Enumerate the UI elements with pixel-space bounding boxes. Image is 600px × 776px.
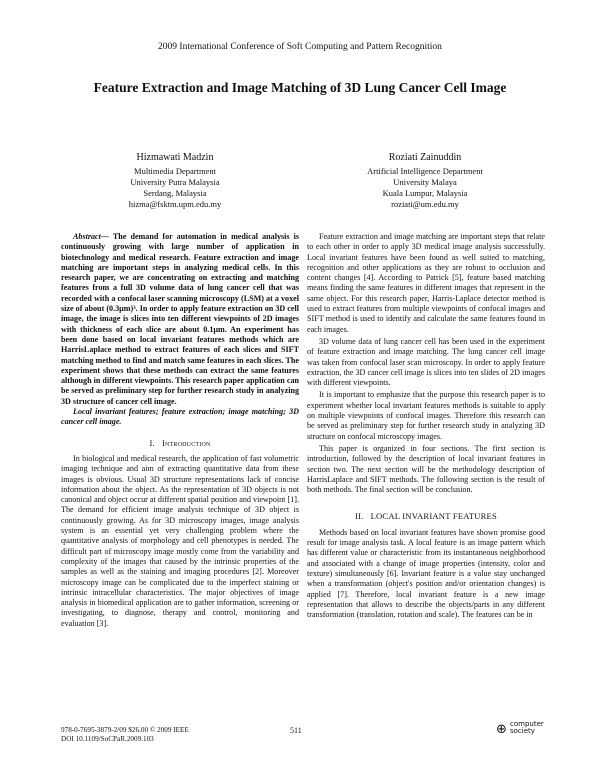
logo-mark-icon: ⊕: [496, 722, 507, 737]
logo-text: computer society: [510, 720, 544, 735]
section-heading-local-invariant-features: [307, 511, 545, 521]
abstract: [61, 232, 299, 407]
author-block-1: [60, 152, 290, 210]
author-dept: Multimedia Department: [134, 166, 216, 176]
intro-paragraph: In biological and medical research, the application of fast volumetric imaging technique and aim of extracting quantitative data from these images is obvious. Usual 3D structure representations lack of concise information about the object. As the representation of 3D objects is not canonical and object occur at different spatial position and viewpoint [1]. The demand for efficient image analysis technique of 3D object is continuously growing. As for 3D microscopy images, image analysis system is an essential yet very challenging problem where the quantitative analysis of morphology and cell phenotypes is needed. The difficult part of microscopy image mostly come from the variability and complexity of the images that caused by the intrinsic properties of the samples as well as the staining and imaging procedures [2]. Moreover microscopy image can be complicated due to the imperfect staining or intrinsic intracellular characteristics. The major objectives of image analysis in biomedical application are to gather information, screening or investigating, to diagnose, therapy and control, monitoring and evaluation [3].: [61, 453, 299, 628]
body-paragraph: This paper is organized in four sections. The first section is introduction, followed by the description of local invariant features in section two. The next section will be the methodology description of HarrisLaplace and SIFT methods. The following section is the result of both methods. The final section will be conclusion.: [307, 443, 545, 495]
author-email: roziati@um.edu.my: [391, 199, 459, 209]
author-name: Hizmawati Madzin: [136, 152, 214, 163]
footer-copyright: [61, 726, 189, 744]
section-number: II.: [355, 511, 364, 522]
author-dept: Artificial Intelligence Department: [367, 166, 483, 176]
section-heading-introduction: [61, 438, 299, 448]
footer-doi: DOI 10.1109/SoCPaR.2009.103: [61, 735, 154, 743]
paper-title: Feature Extraction and Image Matching of 3D Lung Cancer Cell Image: [93, 80, 507, 95]
body-paragraph: Methods based on local invariant features have shown promise good result for image analysis task. A local feature is an image pattern which has different value or characteristic from its instantaneous neighborhood and associated with a change of image properties (intensity, color and texture) simultaneously [6]. Invariant feature is a value stay unchanged when a transformation (object's position and/or orientation changes) is applied [7]. Therefore, local invariant feature is a new image representation that allows to describe the objects/parts in any different transformation (translation, rotation and scale). The features can be in: [307, 527, 545, 620]
author-org: University Malaya: [393, 177, 457, 187]
page-number: 511: [290, 726, 302, 735]
right-column: [307, 232, 545, 620]
author-city: Serdang, Malaysia: [143, 188, 207, 198]
author-name: Roziati Zainuddin: [388, 152, 462, 163]
author-email: hizma@fsktm.upm.edu.my: [128, 199, 222, 209]
body-paragraph: It is important to emphasize that the purpose this research paper is to experiment whether local invariant features methods is suitable to apply on multiple viewpoints of confocal images. Therefore this research can be served as preliminary step for further research study in analyzing 3D structure on confocal microscopy images.: [307, 390, 545, 441]
abstract-text: The demand for automation in medical analysis is continuously growing with large number of application in biotechnology and medical research. Feature extraction and image matching are important steps in analyzing medical cells. In this research paper, we are concentrating on extracting and matching features from a full 3D volume data of lung cancer cell that was recorded with a confocal laser scanning microscopy (LSM) at a voxel size of about (0.3µm)³. In order to apply feature extraction on 3D cell image, the image is slices into ten different viewpoints of 2D images with thickness of each slice are about 0.1µm. An experiment has been done based on local invariant features methods which are HarrisLaplace method to extract features of each slices and SIFT matching method to find and match same features in each slices. The experiment shows that these methods can extract the same features although in different viewpoints. This research paper application can be served as preliminary step for further research study in analyzing 3D structure of cancer cell image.: [61, 232, 299, 406]
section-number: I.: [149, 437, 155, 448]
body-paragraph: Feature extraction and image matching are important steps that relate to each other in order to apply 3D medical image analysis successfully. Local invariant features have been found as well suited to matching, recognition and other applications as they are robust to occlusion and content changes [4]. According to Patrick [5], feature based matching means finding the same features in different images that represent in the same object. For this research paper, Harris-Laplace detector method is used to extract features from multiple viewpoints of confocal images and SIFT method is used to identify and calculate the same features found in each images.: [307, 232, 545, 334]
author-block-2: [310, 152, 540, 210]
abstract-lead: Abstract—: [73, 232, 109, 241]
body-paragraph: 3D volume data of lung cancer cell has been used in the experiment of feature extraction and image matching. The lung cancer cell image was taken from confocal laser scan microscopy. In order to apply feature extraction, the 3D cancer cell image is slices into ten slides of 2D images with different viewpoints.: [307, 336, 545, 388]
section-title: Introduction: [161, 437, 211, 448]
footer-isbn: 978-0-7695-3879-2/09 $26.00 © 2009 IEEE: [61, 726, 189, 734]
left-column: [61, 232, 299, 629]
author-city: Kuala Lumpur, Malaysia: [382, 188, 468, 198]
section-title: LOCAL INVARIANT FEATURES: [370, 511, 497, 522]
ieee-computer-society-logo-icon: [496, 719, 550, 741]
conference-header: 2009 International Conference of Soft Computing and Pattern Recognition: [158, 42, 442, 52]
author-org: University Putra Malaysia: [130, 177, 220, 187]
keywords: Local invariant features; feature extraction; image matching; 3D cancer cell image.: [61, 407, 299, 427]
